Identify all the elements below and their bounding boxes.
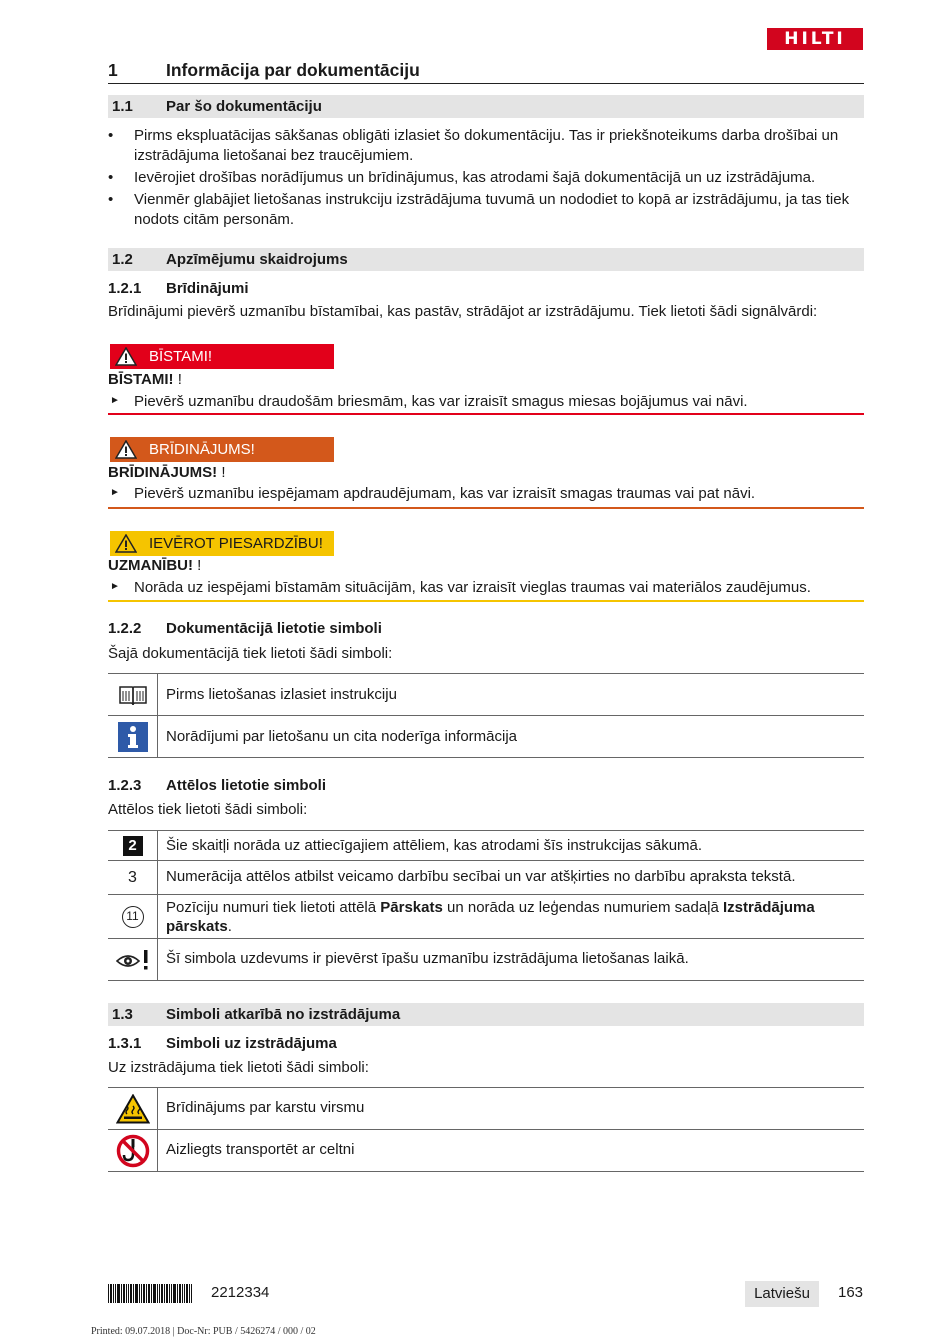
subsubsection-number: 1.2.2 bbox=[108, 620, 142, 637]
warning-triangle-icon bbox=[115, 347, 137, 366]
bullet-text: Vienmēr glabājiet lietošanas instrukciju izstrādājuma tuvumā un nododiet to kopā ar izstrādājumu, ja tas tiek nodots citām personām. bbox=[134, 191, 850, 228]
section-title: Informācija par dokumentāciju bbox=[166, 60, 420, 80]
description-text: . bbox=[227, 918, 232, 935]
symbol-description: Numerācija attēlos atbilst veicamo darbību secībai un var atšķirties no darbību apraksta tekstā. bbox=[166, 868, 796, 885]
arrow-right-icon: ► bbox=[110, 487, 120, 498]
table-row bbox=[108, 861, 864, 895]
warning-signal-word bbox=[108, 464, 226, 481]
danger-banner bbox=[110, 344, 334, 369]
symbol-description: Pirms lietošanas izlasiet instrukciju bbox=[166, 686, 397, 703]
danger-banner-label: BĪSTAMI! bbox=[149, 348, 213, 365]
bullet-item: • Vienmēr glabājiet lietošanas instrukciju izstrādājuma tuvumā un nododiet to kopā ar izstrādājumu, ja tas tiek nodots citām personām. bbox=[108, 191, 850, 228]
caution-banner-label: IEVĒROT PIESARDZĪBU! bbox=[149, 535, 323, 552]
figure-symbols-table bbox=[108, 830, 864, 981]
icon-cell bbox=[108, 1130, 158, 1171]
signal-word-suffix: ! bbox=[173, 371, 182, 388]
subsubsection-heading-1-2-2 bbox=[108, 620, 864, 640]
signal-word-suffix: ! bbox=[217, 464, 226, 481]
description-text: un norāda uz leģendas numuriem sadaļā bbox=[442, 899, 724, 916]
subsection-number: 1.1 bbox=[112, 98, 133, 115]
table-row bbox=[108, 716, 864, 758]
danger-rule bbox=[108, 413, 864, 415]
step-number-icon: 3 bbox=[128, 868, 137, 886]
signal-word-suffix: ! bbox=[192, 557, 202, 574]
icon-cell bbox=[108, 939, 158, 980]
symbol-description: Brīdinājums par karstu virsmu bbox=[166, 1099, 365, 1116]
caution-rule bbox=[108, 600, 864, 602]
description-bold: Pārskats bbox=[380, 899, 443, 916]
barcode-icon bbox=[108, 1284, 192, 1303]
symbol-description bbox=[166, 898, 858, 936]
figure-number-icon: 2 bbox=[123, 836, 143, 856]
table-row bbox=[108, 895, 864, 939]
icon-cell bbox=[108, 1088, 158, 1129]
table-row bbox=[108, 674, 864, 716]
signal-word-text: UZMANĪBU! bbox=[108, 557, 193, 574]
product-symbols-intro: Uz izstrādājuma tiek lietoti šādi simboli: bbox=[108, 1059, 369, 1076]
book-icon bbox=[118, 683, 148, 707]
bullet-item: • Ievērojiet drošības norādījumus un brīdinājumus, kas atrodami šajā dokumentācijā un uz izstrādājuma. bbox=[108, 169, 816, 186]
position-number-icon: 11 bbox=[122, 906, 144, 928]
subsubsection-title: Attēlos lietotie simboli bbox=[166, 777, 327, 794]
section-heading bbox=[108, 58, 864, 84]
document-code: 2212334 bbox=[211, 1284, 270, 1301]
subsubsection-heading-1-2-3 bbox=[108, 777, 864, 797]
caution-banner bbox=[110, 531, 334, 556]
warning-banner bbox=[110, 437, 334, 462]
subsection-title: Apzīmējumu skaidrojums bbox=[166, 251, 348, 268]
subsubsection-number: 1.2.1 bbox=[108, 280, 142, 297]
warning-description bbox=[108, 485, 864, 507]
subsubsection-number: 1.3.1 bbox=[108, 1035, 142, 1052]
subsection-number: 1.3 bbox=[112, 1006, 133, 1023]
eye-attention-icon bbox=[116, 949, 150, 971]
subsubsection-number: 1.2.3 bbox=[108, 777, 142, 794]
danger-description-text: Pievērš uzmanību draudošām briesmām, kas var izraisīt smagus miesas bojājumus vai nāvi. bbox=[134, 393, 748, 410]
warning-description-text: Pievērš uzmanību iespējamam apdraudējumam, kas var izraisīt smagas traumas vai pat nāvi. bbox=[134, 485, 756, 502]
table-row bbox=[108, 1130, 864, 1172]
symbol-description: Norādījumi par lietošanu un cita noderīga informācija bbox=[166, 728, 518, 745]
table-row bbox=[108, 831, 864, 861]
signal-word-text: BRĪDINĀJUMS! bbox=[108, 464, 218, 481]
subsubsection-title: Dokumentācijā lietotie simboli bbox=[166, 620, 382, 637]
warning-rule bbox=[108, 507, 864, 509]
subsection-heading-1-2 bbox=[108, 248, 864, 271]
doc-symbols-intro: Šajā dokumentācijā tiek lietoti šādi simboli: bbox=[108, 645, 393, 662]
page-number: 163 bbox=[838, 1284, 864, 1301]
subsection-number: 1.2 bbox=[112, 251, 133, 268]
danger-signal-word bbox=[108, 371, 182, 388]
subsubsection-heading-1-2-1 bbox=[108, 280, 864, 300]
bullet-text: Pirms ekspluatācijas sākšanas obligāti izlasiet šo dokumentāciju. Tas ir priekšnoteikums darba drošībai un izstrādājuma lietošanai bez traucējumiem. bbox=[134, 127, 839, 164]
icon-cell bbox=[108, 861, 158, 894]
hot-surface-warning-icon bbox=[116, 1094, 150, 1124]
warnings-intro: Brīdinājumi pievērš uzmanību bīstamībai, kas pastāv, strādājot ar izstrādājumu. Tiek lietoti šādi signālvārdi: bbox=[108, 303, 818, 320]
signal-word-text: BĪSTAMI! bbox=[108, 371, 174, 388]
danger-description bbox=[108, 393, 864, 415]
icon-cell bbox=[108, 831, 158, 860]
hilti-logo: HILTI bbox=[767, 28, 863, 50]
bullet-item: • Pirms ekspluatācijas sākšanas obligāti izlasiet šo dokumentāciju. Tas ir priekšnoteikums darba drošībai un izstrādājuma lietošanai bez traucējumiem. bbox=[108, 127, 839, 164]
table-row bbox=[108, 939, 864, 981]
warning-triangle-icon bbox=[115, 440, 137, 459]
subsection-heading-1-1 bbox=[108, 95, 864, 118]
bullet-list bbox=[108, 126, 868, 232]
arrow-right-icon: ► bbox=[110, 581, 120, 592]
warning-triangle-icon bbox=[115, 534, 137, 553]
product-symbols-table bbox=[108, 1087, 864, 1172]
icon-cell bbox=[108, 895, 158, 938]
figure-symbols-intro: Attēlos tiek lietoti šādi simboli: bbox=[108, 801, 308, 818]
arrow-right-icon: ► bbox=[110, 395, 120, 406]
subsection-heading-1-3 bbox=[108, 1003, 864, 1026]
section-number: 1 bbox=[108, 60, 118, 80]
symbol-description: Aizliegts transportēt ar celtni bbox=[166, 1141, 355, 1158]
symbol-description: Šie skaitļi norāda uz attiecīgajiem attēliem, kas atrodami šīs instrukcijas sākumā. bbox=[166, 837, 703, 854]
bullet-text: Ievērojiet drošības norādījumus un brīdinājumus, kas atrodami šajā dokumentācijā un uz izstrādājuma. bbox=[134, 169, 816, 186]
icon-cell bbox=[108, 674, 158, 715]
icon-cell bbox=[108, 716, 158, 757]
subsection-title: Simboli atkarībā no izstrādājuma bbox=[166, 1006, 401, 1023]
doc-symbols-table bbox=[108, 673, 864, 758]
print-info: Printed: 09.07.2018 | Doc-Nr: PUB / 5426274 / 000 / 02 bbox=[91, 1326, 316, 1337]
subsubsection-title: Simboli uz izstrādājuma bbox=[166, 1035, 337, 1052]
caution-description bbox=[108, 579, 864, 601]
description-text: Pozīciju numuri tiek lietoti attēlā bbox=[166, 899, 381, 916]
caution-signal-word bbox=[108, 557, 201, 574]
symbol-description: Šī simbola uzdevums ir pievērst īpašu uzmanību izstrādājuma lietošanas laikā. bbox=[166, 950, 689, 967]
info-icon bbox=[118, 722, 148, 752]
subsubsection-title: Brīdinājumi bbox=[166, 280, 249, 297]
warning-banner-label: BRĪDINĀJUMS! bbox=[149, 441, 255, 458]
table-row bbox=[108, 1088, 864, 1130]
subsection-title: Par šo dokumentāciju bbox=[166, 98, 322, 115]
description-bold: Izstrādājuma pārskats bbox=[166, 899, 815, 935]
subsubsection-heading-1-3-1 bbox=[108, 1035, 864, 1055]
caution-description-text: Norāda uz iespējami bīstamām situācijām, kas var izraisīt vieglas traumas vai materiālos zaudējumus. bbox=[134, 579, 811, 596]
no-crane-transport-icon bbox=[116, 1134, 150, 1168]
language-label: Latviešu bbox=[745, 1281, 819, 1307]
